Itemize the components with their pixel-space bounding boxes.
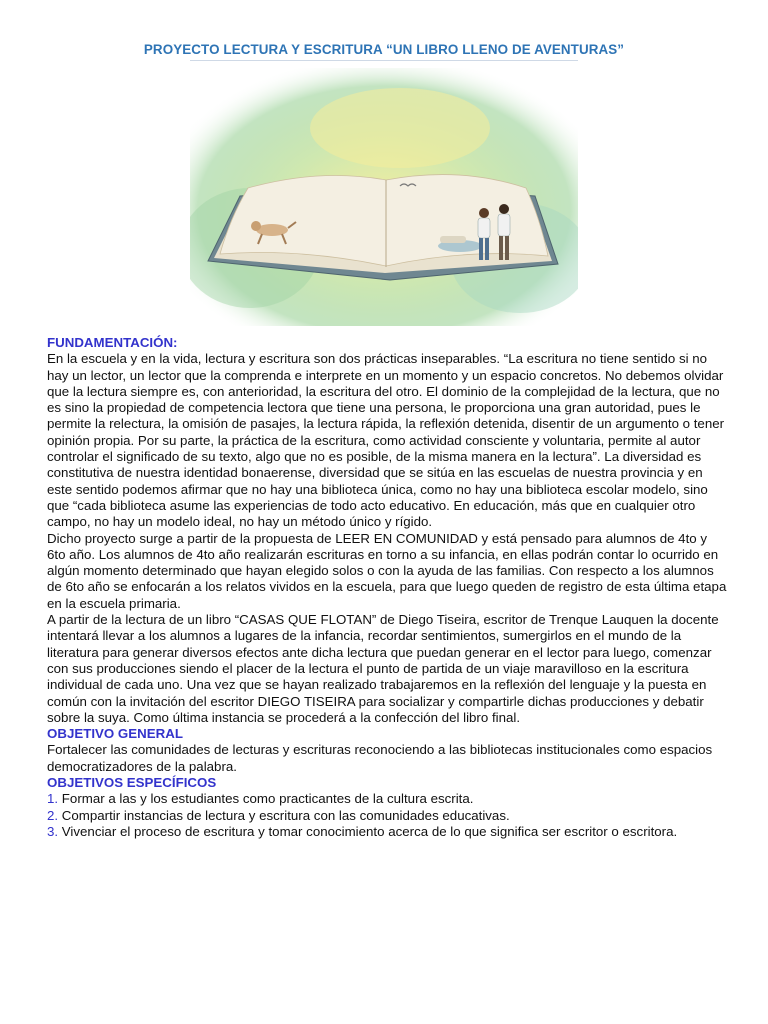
open-book-illustration xyxy=(190,68,578,326)
list-item xyxy=(47,808,727,824)
list-item-number: 2. xyxy=(47,807,59,823)
list-item-text: Vivenciar el proceso de escritura y tomar conocimiento acerca de lo que significa ser escritor o escritora. xyxy=(61,823,678,839)
title-underline xyxy=(190,60,578,61)
fundamentacion-paragraph-3: A partir de la lectura de un libro “CASAS QUE FLOTAN” de Diego Tiseira, escritor de Trenque Lauquen la docente intentará llevar a los alumnos a lugares de la infancia, recordar sentimientos, sumergirlos en el mundo de la literatura para generar diversos efectos ante dicha lectura que puedan generar en el lector para luego, comenzar con sus producciones siendo el placer de la lectura el punto de partida de un viaje maravilloso en la escritura individual de cada uno. Una vez que se hayan realizado trabajaremos en la reflexión del lenguaje y la puesta en común con la invitación del escritor DIEGO TISEIRA para socializar y compartirle dichas producciones y debatir sobre la suya. Como última instancia se procederá a la confección del libro final. xyxy=(47,612,719,725)
fundamentacion-paragraph-2: Dicho proyecto surge a partir de la propuesta de LEER EN COMUNIDAD y está pensado para alumnos de 4to y 6to año. Los alumnos de 4to año realizarán escrituras en torno a su infancia, en ellas podrán contar lo ocurrido en algún momento determinado que hayan elegido solos o con la ayuda de las familias. Con respecto a los alumnos de 6to año se enfocarán a los relatos vividos en la escuela, para que luego queden de registro de esta última etapa en la escuela primaria. xyxy=(47,530,727,611)
list-item-text: Compartir instancias de lectura y escritura con las comunidades educativas. xyxy=(61,807,510,823)
list-item xyxy=(47,824,727,840)
list-item-text: Formar a las y los estudiantes como practicantes de la cultura escrita. xyxy=(61,791,474,807)
fundamentacion-paragraph-1: En la escuela y en la vida, lectura y escritura son dos prácticas inseparables. “La escritura no tiene sentido si no hay un lector, un lector que la comprenda e interprete en un momento y un espacio concretos. No debemos olvidar que la lectura siempre es, con anterioridad, la escritura del otro. El dominio de la complejidad de la lectura, que no es sino la propiedad de competencia lectora que tiene una persona, le proporciona una gran autoridad, pues le permite la relectura, la omisión de pasajes, la lectura rápida, la reflexión detenida, disentir de un argumento o tener opinión propia. Por su parte, la práctica de la escritura, como actividad consciente y voluntaria, permite al autor controlar el significado de su texto, algo que no es posible, de la misma manera en la lectura”. La diversidad es constitutiva de nuestra identidad bonaerense, diversidad que se sitúa en las escuelas de nuestra provincia y en este sentido podemos afirmar que no hay una biblioteca única, como no hay una biblioteca escolar modelo, sino que “cada biblioteca asume las experiencias de todo acto educativo. En educación, más que en cualquier otro campo, no hay un modelo ideal, no hay un método único y rígido. xyxy=(47,351,725,530)
heading-objetivos-especificos: OBJETIVOS ESPECÍFICOS xyxy=(47,775,217,791)
book-right-page xyxy=(386,175,548,266)
document-body xyxy=(47,335,727,840)
list-item xyxy=(47,791,727,807)
list-item-number: 3. xyxy=(47,823,59,839)
objetivo-general-text: Fortalecer las comunidades de lecturas y escrituras reconociendo a las bibliotecas institucionales como espacios democratizadores de la palabra. xyxy=(47,742,713,774)
page-title: PROYECTO LECTURA Y ESCRITURA “UN LIBRO LLENO DE AVENTURAS” xyxy=(143,42,625,57)
heading-objetivo-general: OBJETIVO GENERAL xyxy=(47,726,183,742)
watercolor-blob-top xyxy=(310,88,490,168)
list-item-number: 1. xyxy=(47,791,59,807)
heading-fundamentacion: FUNDAMENTACIÓN: xyxy=(47,335,178,350)
